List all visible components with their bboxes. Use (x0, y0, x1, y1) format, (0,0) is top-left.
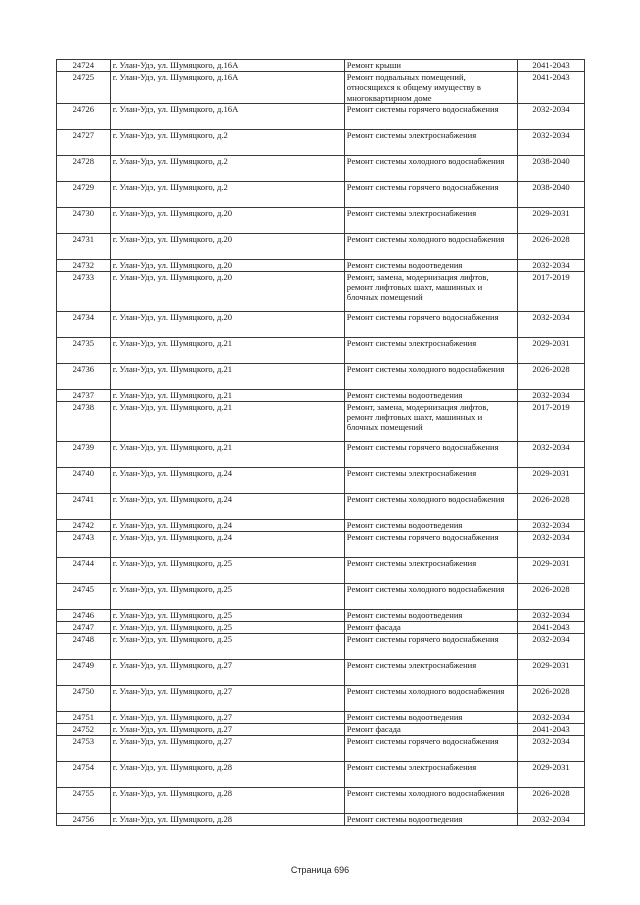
row-number: 24726 (57, 103, 111, 129)
row-period: 2032-2034 (518, 129, 585, 155)
repair-schedule-table (56, 59, 585, 826)
row-work-type: Ремонт системы холодного водоснабжения (344, 363, 517, 389)
row-address: г. Улан-Удэ, ул. Шумяцкого, д.2 (110, 181, 344, 207)
table-row (57, 735, 585, 761)
row-number: 24732 (57, 259, 111, 271)
row-number: 24737 (57, 389, 111, 401)
row-number: 24738 (57, 401, 111, 441)
table-row (57, 813, 585, 825)
row-number: 24741 (57, 493, 111, 519)
row-period: 2032-2034 (518, 259, 585, 271)
table-row (57, 311, 585, 337)
row-number: 24753 (57, 735, 111, 761)
row-number: 24750 (57, 685, 111, 711)
row-address: г. Улан-Удэ, ул. Шумяцкого, д.27 (110, 735, 344, 761)
table-row (57, 103, 585, 129)
row-period: 2026-2028 (518, 363, 585, 389)
row-address: г. Улан-Удэ, ул. Шумяцкого, д.2 (110, 155, 344, 181)
row-number: 24731 (57, 233, 111, 259)
row-address: г. Улан-Удэ, ул. Шумяцкого, д.2 (110, 129, 344, 155)
table-row (57, 60, 585, 72)
row-address: г. Улан-Удэ, ул. Шумяцкого, д.21 (110, 441, 344, 467)
row-period: 2026-2028 (518, 493, 585, 519)
row-number: 24747 (57, 621, 111, 633)
row-address: г. Улан-Удэ, ул. Шумяцкого, д.21 (110, 389, 344, 401)
table-row (57, 363, 585, 389)
row-address: г. Улан-Удэ, ул. Шумяцкого, д.21 (110, 363, 344, 389)
row-number: 24724 (57, 60, 111, 72)
table-row (57, 723, 585, 735)
row-address: г. Улан-Удэ, ул. Шумяцкого, д.24 (110, 531, 344, 557)
row-number: 24727 (57, 129, 111, 155)
row-period: 2029-2031 (518, 337, 585, 363)
row-number: 24744 (57, 557, 111, 583)
row-period: 2026-2028 (518, 787, 585, 813)
row-number: 24739 (57, 441, 111, 467)
row-work-type: Ремонт системы электроснабжения (344, 557, 517, 583)
row-address: г. Улан-Удэ, ул. Шумяцкого, д.21 (110, 337, 344, 363)
row-period: 2029-2031 (518, 659, 585, 685)
row-period: 2032-2034 (518, 609, 585, 621)
row-address: г. Улан-Удэ, ул. Шумяцкого, д.20 (110, 207, 344, 233)
row-work-type: Ремонт системы электроснабжения (344, 207, 517, 233)
row-work-type: Ремонт системы горячего водоснабжения (344, 633, 517, 659)
row-work-type: Ремонт системы электроснабжения (344, 337, 517, 363)
row-work-type: Ремонт системы холодного водоснабжения (344, 583, 517, 609)
row-address: г. Улан-Удэ, ул. Шумяцкого, д.27 (110, 723, 344, 735)
row-address: г. Улан-Удэ, ул. Шумяцкого, д.20 (110, 259, 344, 271)
row-address: г. Улан-Удэ, ул. Шумяцкого, д.24 (110, 493, 344, 519)
row-work-type: Ремонт системы холодного водоснабжения (344, 155, 517, 181)
row-address: г. Улан-Удэ, ул. Шумяцкого, д.16А (110, 72, 344, 104)
row-work-type: Ремонт подвальных помещений, относящихся к общему имуществу в многоквартирном доме (344, 72, 517, 104)
row-work-type: Ремонт фасада (344, 621, 517, 633)
row-period: 2029-2031 (518, 467, 585, 493)
row-address: г. Улан-Удэ, ул. Шумяцкого, д.16А (110, 103, 344, 129)
row-work-type: Ремонт системы электроснабжения (344, 761, 517, 787)
row-number: 24733 (57, 271, 111, 311)
row-work-type: Ремонт системы холодного водоснабжения (344, 787, 517, 813)
row-period: 2032-2034 (518, 311, 585, 337)
row-number: 24730 (57, 207, 111, 233)
table-row (57, 531, 585, 557)
table-row (57, 181, 585, 207)
row-number: 24743 (57, 531, 111, 557)
table-row (57, 271, 585, 311)
row-work-type: Ремонт системы горячего водоснабжения (344, 531, 517, 557)
row-address: г. Улан-Удэ, ул. Шумяцкого, д.28 (110, 787, 344, 813)
row-number: 24736 (57, 363, 111, 389)
row-address: г. Улан-Удэ, ул. Шумяцкого, д.24 (110, 467, 344, 493)
table-row (57, 609, 585, 621)
row-address: г. Улан-Удэ, ул. Шумяцкого, д.28 (110, 761, 344, 787)
row-work-type: Ремонт системы водоотведения (344, 259, 517, 271)
table-row (57, 493, 585, 519)
row-work-type: Ремонт крыши (344, 60, 517, 72)
row-address: г. Улан-Удэ, ул. Шумяцкого, д.20 (110, 233, 344, 259)
row-number: 24756 (57, 813, 111, 825)
row-number: 24728 (57, 155, 111, 181)
row-number: 24752 (57, 723, 111, 735)
row-work-type: Ремонт системы горячего водоснабжения (344, 441, 517, 467)
row-address: г. Улан-Удэ, ул. Шумяцкого, д.25 (110, 633, 344, 659)
row-period: 2032-2034 (518, 519, 585, 531)
row-period: 2026-2028 (518, 583, 585, 609)
table-row (57, 207, 585, 233)
row-number: 24748 (57, 633, 111, 659)
row-work-type: Ремонт, замена, модернизация лифтов, ремонт лифтовых шахт, машинных и блочных помещений (344, 271, 517, 311)
row-number: 24751 (57, 711, 111, 723)
row-period: 2017-2019 (518, 401, 585, 441)
row-period: 2032-2034 (518, 531, 585, 557)
row-number: 24742 (57, 519, 111, 531)
row-period: 2029-2031 (518, 761, 585, 787)
table-row (57, 685, 585, 711)
row-address: г. Улан-Удэ, ул. Шумяцкого, д.21 (110, 401, 344, 441)
row-period: 2029-2031 (518, 207, 585, 233)
row-work-type: Ремонт системы горячего водоснабжения (344, 181, 517, 207)
row-work-type: Ремонт системы холодного водоснабжения (344, 233, 517, 259)
page-number: Страница 696 (290, 865, 350, 875)
row-period: 2017-2019 (518, 271, 585, 311)
row-number: 24745 (57, 583, 111, 609)
row-address: г. Улан-Удэ, ул. Шумяцкого, д.28 (110, 813, 344, 825)
row-address: г. Улан-Удэ, ул. Шумяцкого, д.27 (110, 659, 344, 685)
row-work-type: Ремонт системы горячего водоснабжения (344, 311, 517, 337)
table-row (57, 467, 585, 493)
row-period: 2038-2040 (518, 155, 585, 181)
row-period: 2029-2031 (518, 557, 585, 583)
row-address: г. Улан-Удэ, ул. Шумяцкого, д.25 (110, 621, 344, 633)
row-number: 24740 (57, 467, 111, 493)
row-address: г. Улан-Удэ, ул. Шумяцкого, д.20 (110, 271, 344, 311)
table-row (57, 519, 585, 531)
row-period: 2041-2043 (518, 621, 585, 633)
row-address: г. Улан-Удэ, ул. Шумяцкого, д.20 (110, 311, 344, 337)
table-row (57, 337, 585, 363)
row-number: 24749 (57, 659, 111, 685)
table-row (57, 633, 585, 659)
row-address: г. Улан-Удэ, ул. Шумяцкого, д.24 (110, 519, 344, 531)
row-work-type: Ремонт системы электроснабжения (344, 659, 517, 685)
row-address: г. Улан-Удэ, ул. Шумяцкого, д.16А (110, 60, 344, 72)
row-work-type: Ремонт системы горячего водоснабжения (344, 103, 517, 129)
row-number: 24729 (57, 181, 111, 207)
row-number: 24746 (57, 609, 111, 621)
row-work-type: Ремонт системы электроснабжения (344, 467, 517, 493)
table-row (57, 129, 585, 155)
row-period: 2038-2040 (518, 181, 585, 207)
table-body (57, 60, 585, 826)
row-period: 2041-2043 (518, 60, 585, 72)
row-number: 24725 (57, 72, 111, 104)
table-row (57, 711, 585, 723)
row-period: 2032-2034 (518, 103, 585, 129)
row-work-type: Ремонт системы горячего водоснабжения (344, 735, 517, 761)
row-work-type: Ремонт системы холодного водоснабжения (344, 685, 517, 711)
row-period: 2032-2034 (518, 441, 585, 467)
row-work-type: Ремонт системы водоотведения (344, 519, 517, 531)
table-row (57, 583, 585, 609)
row-number: 24754 (57, 761, 111, 787)
table-row (57, 557, 585, 583)
table-row (57, 787, 585, 813)
row-work-type: Ремонт, замена, модернизация лифтов, ремонт лифтовых шахт, машинных и блочных помещений (344, 401, 517, 441)
table-row (57, 72, 585, 104)
table-row (57, 155, 585, 181)
row-work-type: Ремонт фасада (344, 723, 517, 735)
row-address: г. Улан-Удэ, ул. Шумяцкого, д.25 (110, 609, 344, 621)
row-work-type: Ремонт системы водоотведения (344, 389, 517, 401)
row-number: 24755 (57, 787, 111, 813)
row-period: 2032-2034 (518, 389, 585, 401)
table-row (57, 389, 585, 401)
row-address: г. Улан-Удэ, ул. Шумяцкого, д.25 (110, 557, 344, 583)
row-work-type: Ремонт системы водоотведения (344, 609, 517, 621)
row-address: г. Улан-Удэ, ул. Шумяцкого, д.27 (110, 711, 344, 723)
row-period: 2041-2043 (518, 72, 585, 104)
table-row (57, 621, 585, 633)
row-address: г. Улан-Удэ, ул. Шумяцкого, д.25 (110, 583, 344, 609)
row-work-type: Ремонт системы холодного водоснабжения (344, 493, 517, 519)
table-row (57, 401, 585, 441)
row-period: 2026-2028 (518, 685, 585, 711)
row-period: 2032-2034 (518, 711, 585, 723)
table-row (57, 761, 585, 787)
row-period: 2026-2028 (518, 233, 585, 259)
row-period: 2032-2034 (518, 633, 585, 659)
row-work-type: Ремонт системы электроснабжения (344, 129, 517, 155)
row-work-type: Ремонт системы водоотведения (344, 711, 517, 723)
table-row (57, 233, 585, 259)
row-period: 2041-2043 (518, 723, 585, 735)
table-row (57, 659, 585, 685)
table-row (57, 441, 585, 467)
row-number: 24734 (57, 311, 111, 337)
row-period: 2032-2034 (518, 735, 585, 761)
row-number: 24735 (57, 337, 111, 363)
table-row (57, 259, 585, 271)
row-work-type: Ремонт системы водоотведения (344, 813, 517, 825)
row-period: 2032-2034 (518, 813, 585, 825)
row-address: г. Улан-Удэ, ул. Шумяцкого, д.27 (110, 685, 344, 711)
